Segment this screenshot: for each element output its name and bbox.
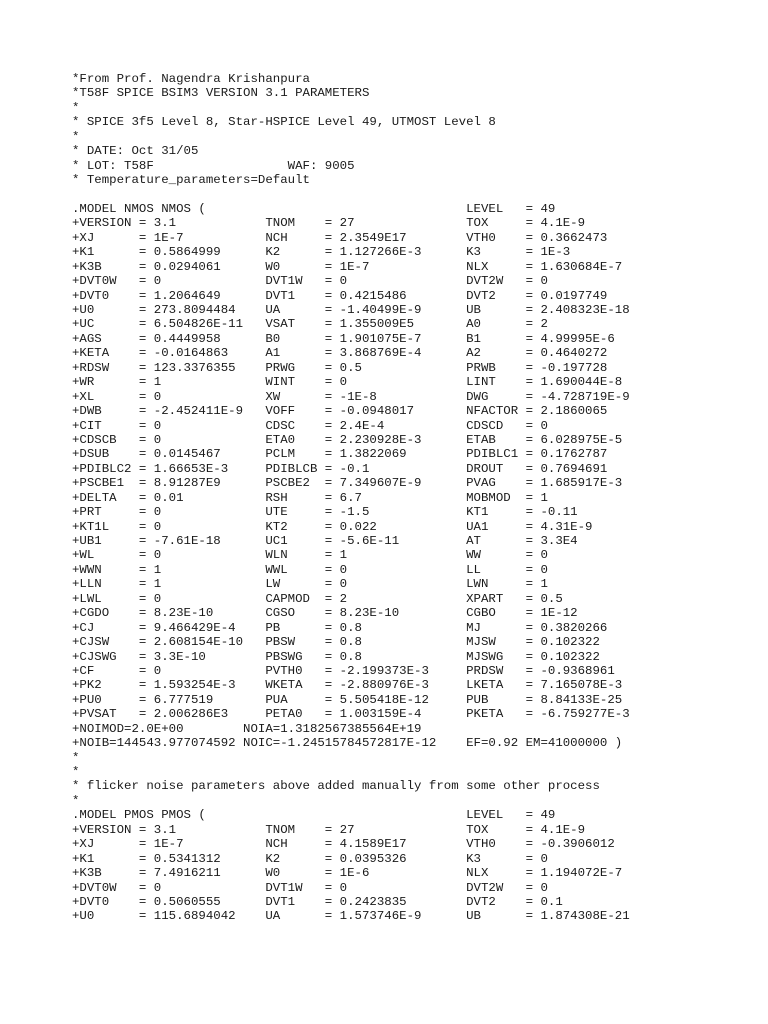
listing-line: +CJ = 9.466429E-4 PB = 0.8 MJ = 0.3820266 [72, 620, 608, 635]
listing-line: +LWL = 0 CAPMOD = 2 XPART = 0.5 [72, 591, 563, 606]
listing-line: * [72, 765, 80, 779]
listing-line: +CJSWG = 3.3E-10 PBSWG = 0.8 MJSWG = 0.102322 [72, 649, 600, 664]
spice-model-listing [72, 72, 630, 924]
listing-line: +PK2 = 1.593254E-3 WKETA = -2.880976E-3 LKETA = 7.165078E-3 [72, 678, 623, 693]
listing-line: +CF = 0 PVTH0 = -2.199373E-3 PRDSW = -0.9368961 [72, 663, 615, 678]
listing-line: +PU0 = 6.777519 PUA = 5.505418E-12 PUB = 8.84133E-25 [72, 692, 623, 707]
listing-line: +RDSW = 123.3376355 PRWG = 0.5 PRWB = -0.197728 [72, 360, 608, 375]
listing-line: +LLN = 1 LW = 0 LWN = 1 [72, 577, 548, 592]
listing-line: +DVT0 = 1.2064649 DVT1 = 0.4215486 DVT2 = 0.0197749 [72, 288, 608, 303]
listing-line [72, 188, 630, 202]
listing-line: .MODEL NMOS NMOS ( LEVEL = 49 [72, 201, 556, 216]
listing-line: +UB1 = -7.61E-18 UC1 = -5.6E-11 AT = 3.3E4 [72, 534, 578, 548]
listing-line: +U0 = 115.6894042 UA = 1.573746E-9 UB = 1.874308E-21 [72, 909, 630, 924]
listing-line: +NOIMOD=2.0E+00 NOIA=1.3182567385564E+19 [72, 721, 422, 736]
listing-line: +DVT0 = 0.5060555 DVT1 = 0.2423835 DVT2 = 0.1 [72, 894, 563, 909]
listing-line: *From Prof. Nagendra Krishanpura [72, 72, 310, 86]
listing-line: +PRT = 0 UTE = -1.5 KT1 = -0.11 [72, 505, 578, 520]
listing-line: +K1 = 0.5864999 K2 = 1.127266E-3 K3 = 1E-3 [72, 245, 571, 260]
listing-line: +VERSION = 3.1 TNOM = 27 TOX = 4.1E-9 [72, 822, 586, 837]
listing-line: +K3B = 7.4916211 W0 = 1E-6 NLX = 1.194072E-7 [72, 866, 623, 881]
listing-line: +CGDO = 8.23E-10 CGSO = 8.23E-10 CGBO = 1E-12 [72, 606, 578, 621]
listing-line: +DSUB = 0.0145467 PCLM = 1.3822069 PDIBLC1 = 0.1762787 [72, 447, 608, 462]
listing-line: +WWN = 1 WWL = 0 LL = 0 [72, 562, 548, 577]
listing-line: +K1 = 0.5341312 K2 = 0.0395326 K3 = 0 [72, 851, 548, 866]
listing-line: * Temperature_parameters=Default [72, 173, 310, 188]
listing-line: +PVSAT = 2.006286E3 PETA0 = 1.003159E-4 PKETA = -6.759277E-3 [72, 707, 630, 722]
listing-line: +U0 = 273.8094484 UA = -1.40499E-9 UB = 2.408323E-18 [72, 303, 630, 317]
listing-line: * [72, 793, 80, 808]
listing-line: +WR = 1 WINT = 0 LINT = 1.690044E-8 [72, 375, 623, 390]
listing-line: * DATE: Oct 31/05 [72, 144, 199, 159]
listing-line: +DVT0W = 0 DVT1W = 0 DVT2W = 0 [72, 880, 548, 895]
listing-line: * [72, 750, 80, 765]
listing-line: +DELTA = 0.01 RSH = 6.7 MOBMOD = 1 [72, 490, 548, 505]
listing-line: +DVT0W = 0 DVT1W = 0 DVT2W = 0 [72, 274, 548, 289]
listing-line: +KT1L = 0 KT2 = 0.022 UA1 = 4.31E-9 [72, 519, 593, 534]
listing-line: * flicker noise parameters above added manually from some other process [72, 779, 600, 794]
listing-line: +PSCBE1 = 8.91287E9 PSCBE2 = 7.349607E-9 PVAG = 1.685917E-3 [72, 476, 623, 491]
listing-line: * [72, 129, 80, 144]
listing-line: .MODEL PMOS PMOS ( LEVEL = 49 [72, 808, 556, 823]
listing-line: +KETA = -0.0164863 A1 = 3.868769E-4 A2 = 0.4640272 [72, 346, 608, 361]
listing-line: +XL = 0 XW = -1E-8 DWG = -4.728719E-9 [72, 389, 630, 404]
listing-line: +VERSION = 3.1 TNOM = 27 TOX = 4.1E-9 [72, 216, 586, 231]
listing-line: +NOIB=144543.977074592 NOIC=-1.24515784572817E-12 EF=0.92 EM=41000000 ) [72, 736, 623, 751]
listing-line: *T58F SPICE BSIM3 VERSION 3.1 PARAMETERS [72, 86, 370, 101]
listing-line: * [72, 100, 80, 115]
listing-line: +K3B = 0.0294061 W0 = 1E-7 NLX = 1.630684E-7 [72, 259, 623, 274]
listing-line: +XJ = 1E-7 NCH = 2.3549E17 VTH0 = 0.3662473 [72, 230, 608, 245]
listing-line: +XJ = 1E-7 NCH = 4.1589E17 VTH0 = -0.3906012 [72, 837, 615, 852]
listing-line: +CJSW = 2.608154E-10 PBSW = 0.8 MJSW = 0.102322 [72, 635, 600, 650]
listing-line: +DWB = -2.452411E-9 VOFF = -0.0948017 NFACTOR = 2.1860065 [72, 404, 608, 419]
listing-line: +UC = 6.504826E-11 VSAT = 1.355009E5 A0 = 2 [72, 317, 548, 332]
listing-line: +WL = 0 WLN = 1 WW = 0 [72, 548, 548, 563]
listing-line: * SPICE 3f5 Level 8, Star-HSPICE Level 49, UTMOST Level 8 [72, 115, 496, 130]
listing-line: +CIT = 0 CDSC = 2.4E-4 CDSCD = 0 [72, 418, 548, 433]
listing-line: +PDIBLC2 = 1.66653E-3 PDIBLCB = -0.1 DROUT = 0.7694691 [72, 461, 608, 476]
listing-line: +AGS = 0.4449958 B0 = 1.901075E-7 B1 = 4.99995E-6 [72, 331, 615, 346]
listing-line: * LOT: T58F WAF: 9005 [72, 158, 355, 173]
listing-line: +CDSCB = 0 ETA0 = 2.230928E-3 ETAB = 6.028975E-5 [72, 432, 623, 447]
